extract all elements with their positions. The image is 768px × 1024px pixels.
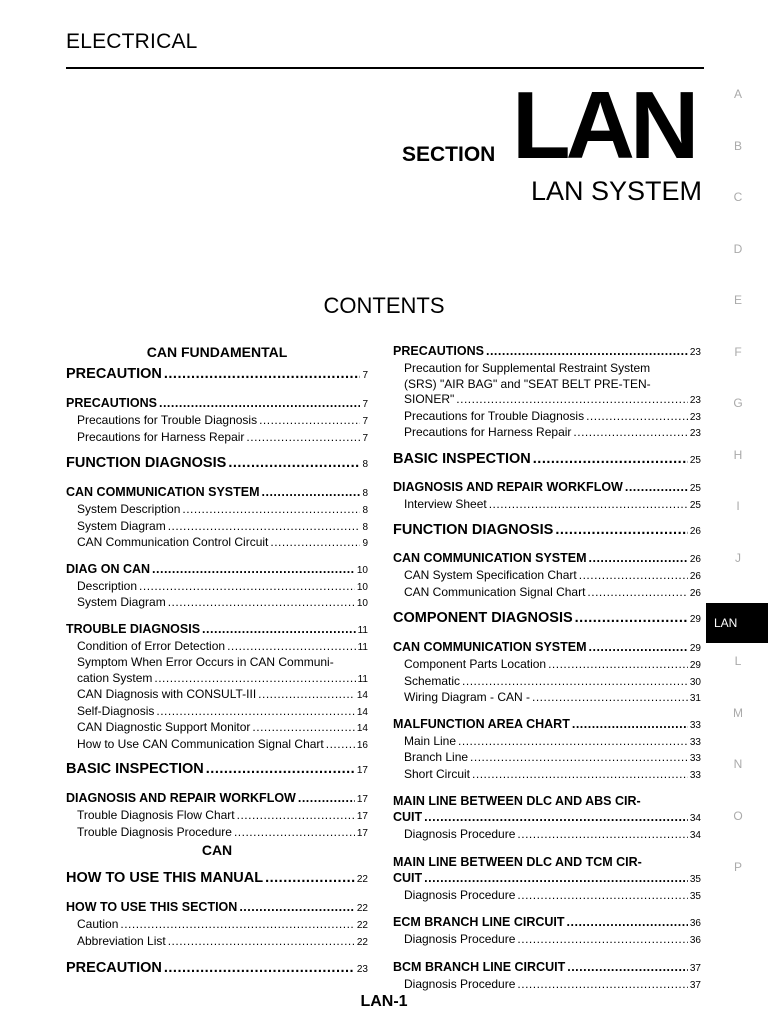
toc-leader-dots bbox=[532, 690, 688, 706]
section-tab-c[interactable]: C bbox=[733, 190, 743, 204]
toc-leader-dots bbox=[270, 535, 360, 551]
toc-leader-dots bbox=[227, 639, 356, 655]
toc-subentry[interactable] bbox=[393, 767, 701, 784]
toc-leader-dots bbox=[589, 550, 688, 566]
toc-leader-dots bbox=[120, 917, 355, 933]
toc-page-number: 25 bbox=[689, 499, 701, 511]
toc-subentry[interactable] bbox=[66, 808, 368, 825]
toc-subentry[interactable] bbox=[66, 737, 368, 754]
toc-entry-continued-line[interactable]: MAIN LINE BETWEEN DLC AND ABS CIR- bbox=[393, 794, 641, 808]
toc-page-number: 23 bbox=[689, 395, 701, 406]
toc-entry-title: Precautions for Harness Repair bbox=[404, 425, 572, 439]
toc-entry-continued-line[interactable]: (SRS) "AIR BAG" and "SEAT BELT PRE-TEN- bbox=[404, 376, 651, 391]
toc-right-column bbox=[393, 343, 701, 993]
toc-leader-dots bbox=[239, 899, 355, 915]
toc-entry-title: ECM BRANCH LINE CIRCUIT bbox=[393, 915, 565, 929]
toc-entry-title: CAN COMMUNICATION SYSTEM bbox=[393, 640, 587, 654]
toc-page-number: 25 bbox=[689, 482, 701, 494]
toc-entry-title: CAN COMMUNICATION SYSTEM bbox=[393, 551, 587, 565]
toc-subentry[interactable] bbox=[66, 595, 368, 612]
toc-subentry[interactable] bbox=[66, 671, 368, 688]
toc-subentry[interactable] bbox=[393, 932, 701, 949]
section-tab-d[interactable]: D bbox=[733, 241, 743, 256]
toc-entry-title: CAN Communication Signal Chart bbox=[404, 584, 586, 599]
toc-leader-dots bbox=[567, 914, 688, 930]
toc-page-number: 7 bbox=[362, 416, 368, 427]
toc-subentry[interactable] bbox=[393, 409, 701, 426]
toc-leader-dots bbox=[152, 561, 355, 577]
toc-entry-title: PRECAUTIONS bbox=[66, 396, 157, 410]
toc-subentry[interactable] bbox=[393, 568, 701, 585]
toc-entry[interactable] bbox=[393, 550, 701, 568]
toc-entry-title: PRECAUTION bbox=[66, 366, 162, 382]
toc-leader-dots bbox=[424, 870, 688, 886]
toc-page-number: 30 bbox=[689, 676, 701, 688]
toc-leader-dots bbox=[517, 827, 687, 843]
toc-entry[interactable] bbox=[66, 760, 368, 780]
header-divider bbox=[66, 67, 704, 69]
toc-page-number: 7 bbox=[362, 370, 368, 381]
toc-page-number: 26 bbox=[689, 587, 701, 599]
toc-subentry[interactable] bbox=[66, 639, 368, 656]
toc-entry[interactable] bbox=[66, 484, 368, 502]
toc-entry-title: Diagnosis Procedure bbox=[404, 887, 516, 902]
toc-entry[interactable] bbox=[393, 343, 701, 361]
toc-leader-dots bbox=[625, 479, 688, 495]
toc-leader-dots bbox=[575, 609, 688, 627]
toc-page-number: 37 bbox=[689, 962, 701, 974]
toc-subentry[interactable] bbox=[393, 734, 701, 751]
toc-leader-dots bbox=[164, 365, 361, 383]
toc-leader-dots bbox=[237, 808, 355, 824]
section-tab-a[interactable]: A bbox=[733, 87, 742, 101]
toc-page-number: 26 bbox=[689, 554, 701, 565]
toc-page-number: 14 bbox=[356, 690, 368, 701]
toc-page-number: 8 bbox=[362, 459, 368, 470]
toc-page-number: 36 bbox=[689, 935, 701, 946]
toc-entry-title: COMPONENT DIAGNOSIS bbox=[393, 610, 573, 626]
toc-entry[interactable] bbox=[393, 870, 701, 888]
toc-entry-title: HOW TO USE THIS MANUAL bbox=[66, 870, 264, 886]
section-tab-f[interactable]: F bbox=[734, 344, 742, 359]
toc-leader-dots bbox=[517, 932, 687, 948]
toc-page-number: 26 bbox=[689, 571, 701, 582]
toc-page-number: 29 bbox=[689, 643, 701, 654]
toc-entry[interactable] bbox=[393, 639, 701, 657]
toc-entry[interactable] bbox=[393, 521, 701, 541]
toc-entry-title: Condition of Error Detection bbox=[77, 638, 226, 653]
toc-entry-title: Component Parts Location bbox=[404, 657, 547, 671]
toc-subentry[interactable] bbox=[66, 934, 368, 951]
toc-subentry[interactable] bbox=[393, 497, 701, 514]
toc-leader-dots bbox=[555, 521, 688, 539]
toc-page-number: 16 bbox=[356, 739, 368, 751]
toc-entry-title: Precautions for Harness Repair bbox=[77, 429, 245, 444]
toc-entry-title: CAN Diagnostic Support Monitor bbox=[77, 720, 251, 734]
toc-page-number: 7 bbox=[362, 432, 368, 444]
toc-page-number: 8 bbox=[362, 505, 368, 516]
toc-leader-dots bbox=[489, 497, 688, 513]
manual-category-title: ELECTRICAL bbox=[66, 30, 198, 53]
toc-page-number: 31 bbox=[689, 693, 701, 704]
contents-heading: CONTENTS bbox=[323, 293, 445, 318]
toc-subentry[interactable] bbox=[66, 519, 368, 536]
toc-entry[interactable] bbox=[393, 450, 701, 470]
toc-leader-dots bbox=[587, 585, 687, 601]
toc-entry-title: BCM BRANCH LINE CIRCUIT bbox=[393, 959, 566, 974]
section-tab-b[interactable]: B bbox=[733, 138, 742, 153]
toc-entry-title: CAN COMMUNICATION SYSTEM bbox=[66, 485, 260, 499]
toc-page-number: 25 bbox=[689, 454, 701, 466]
toc-leader-dots bbox=[206, 760, 355, 778]
toc-leader-dots bbox=[586, 409, 688, 425]
toc-subentry[interactable] bbox=[66, 687, 368, 704]
toc-entry[interactable] bbox=[66, 395, 368, 413]
toc-subentry[interactable] bbox=[393, 977, 701, 994]
toc-subentry[interactable] bbox=[66, 720, 368, 737]
toc-subentry[interactable] bbox=[66, 535, 368, 552]
toc-entry-continued-line[interactable]: Precaution for Supplemental Restraint System bbox=[404, 361, 651, 375]
toc-entry-title: TROUBLE DIAGNOSIS bbox=[66, 621, 201, 636]
toc-leader-dots bbox=[579, 568, 688, 584]
toc-entry-title: Diagnosis Procedure bbox=[404, 976, 516, 991]
toc-entry-title: CAN System Specification Chart bbox=[404, 568, 577, 582]
toc-leader-dots bbox=[234, 825, 355, 841]
toc-entry-title: Self-Diagnosis bbox=[77, 703, 155, 718]
toc-leader-dots bbox=[168, 595, 355, 611]
toc-page-number: 23 bbox=[689, 428, 701, 439]
toc-subentry[interactable] bbox=[66, 579, 368, 596]
section-index-tabs bbox=[706, 82, 768, 907]
toc-leader-dots bbox=[159, 395, 360, 411]
toc-entry-title: SIONER" bbox=[404, 392, 455, 406]
toc-entry[interactable] bbox=[66, 454, 368, 474]
toc-leader-dots bbox=[573, 425, 687, 441]
toc-leader-dots bbox=[462, 674, 688, 690]
toc-page-number: 35 bbox=[689, 873, 701, 885]
toc-page-number: 33 bbox=[689, 753, 701, 764]
toc-page-number: 29 bbox=[689, 614, 701, 625]
section-label: SECTION bbox=[402, 143, 496, 166]
toc-entry[interactable] bbox=[393, 716, 701, 734]
toc-page-number: 17 bbox=[356, 794, 368, 805]
toc-entry[interactable] bbox=[66, 621, 368, 639]
toc-leader-dots bbox=[470, 750, 688, 766]
toc-entry-title: Abbreviation List bbox=[77, 933, 166, 948]
toc-entry-title: Branch Line bbox=[404, 750, 469, 764]
toc-leader-dots bbox=[589, 639, 688, 655]
toc-page-number: 11 bbox=[357, 673, 368, 685]
toc-leader-dots bbox=[472, 767, 688, 783]
toc-page-number: 22 bbox=[356, 903, 368, 914]
toc-entry-title: Caution bbox=[77, 917, 119, 931]
section-tab-p[interactable]: P bbox=[733, 860, 742, 874]
toc-leader-dots bbox=[424, 809, 688, 825]
section-subtitle: LAN SYSTEM bbox=[530, 176, 702, 206]
section-tab-lan[interactable]: LAN bbox=[706, 603, 768, 643]
section-tab-i[interactable]: I bbox=[736, 499, 740, 513]
toc-entry[interactable] bbox=[393, 959, 701, 977]
toc-entry-title: DIAG ON CAN bbox=[66, 561, 151, 576]
toc-leader-dots bbox=[139, 579, 355, 595]
toc-entry-title: FUNCTION DIAGNOSIS bbox=[66, 455, 227, 471]
toc-page-number: 33 bbox=[689, 769, 701, 781]
toc-leader-dots bbox=[517, 888, 687, 904]
toc-leader-dots bbox=[326, 737, 355, 753]
toc-page-number: 8 bbox=[362, 521, 368, 533]
toc-entry-title: Diagnosis Procedure bbox=[404, 827, 516, 841]
toc-entry-title: Precautions for Trouble Diagnosis bbox=[77, 413, 258, 427]
toc-page-number: 22 bbox=[356, 920, 368, 931]
toc-entry-continued-line[interactable]: MAIN LINE BETWEEN DLC AND TCM CIR- bbox=[393, 854, 642, 869]
toc-subentry[interactable] bbox=[393, 425, 701, 442]
toc-page-number: 36 bbox=[689, 918, 701, 929]
toc-page-number: 10 bbox=[356, 564, 368, 576]
toc-leader-dots bbox=[517, 977, 687, 993]
toc-subentry[interactable] bbox=[393, 585, 701, 602]
toc-entry[interactable] bbox=[66, 561, 368, 579]
toc-page-number: 34 bbox=[689, 813, 701, 824]
toc-entry[interactable] bbox=[66, 869, 368, 889]
toc-subentry[interactable] bbox=[393, 657, 701, 674]
toc-entry-title: PRECAUTION bbox=[66, 960, 162, 976]
toc-leader-dots bbox=[168, 519, 361, 535]
toc-page-number: 9 bbox=[362, 538, 368, 549]
toc-leader-dots bbox=[154, 671, 355, 687]
toc-entry[interactable] bbox=[393, 914, 701, 932]
toc-leader-dots bbox=[298, 790, 355, 806]
toc-page-number: 23 bbox=[356, 964, 368, 975]
section-tab-m[interactable]: M bbox=[733, 705, 743, 720]
toc-entry-title: Short Circuit bbox=[404, 766, 471, 781]
toc-page-number: 10 bbox=[356, 581, 368, 593]
toc-entry-title: Description bbox=[77, 578, 138, 593]
toc-subentry[interactable] bbox=[66, 413, 368, 430]
toc-entry-title: MALFUNCTION AREA CHART bbox=[393, 716, 570, 731]
toc-entry-title: Trouble Diagnosis Flow Chart bbox=[77, 808, 235, 822]
toc-entry-continued-line[interactable]: Symptom When Error Occurs in CAN Communi- bbox=[77, 655, 334, 669]
toc-leader-dots bbox=[228, 454, 360, 472]
toc-leader-dots bbox=[533, 450, 688, 468]
section-tab-n[interactable]: N bbox=[733, 757, 743, 771]
toc-leader-dots bbox=[168, 934, 355, 950]
toc-page-number: 11 bbox=[357, 641, 368, 653]
toc-subentry[interactable] bbox=[66, 430, 368, 447]
toc-entry-title: Main Line bbox=[404, 733, 457, 748]
toc-page-number: 29 bbox=[689, 660, 701, 671]
toc-entry-title: BASIC INSPECTION bbox=[393, 450, 531, 467]
toc-entry-title: cation System bbox=[77, 670, 153, 685]
toc-page-number: 10 bbox=[356, 598, 368, 609]
toc-entry-title: System Description bbox=[77, 502, 181, 516]
toc-entry-title: Trouble Diagnosis Procedure bbox=[77, 824, 232, 839]
toc-page-number: 7 bbox=[362, 399, 368, 410]
toc-subentry[interactable] bbox=[66, 917, 368, 934]
toc-subentry[interactable] bbox=[66, 704, 368, 721]
toc-page-number: 17 bbox=[356, 811, 368, 822]
toc-page-number: 11 bbox=[357, 624, 368, 636]
toc-leader-dots bbox=[265, 869, 355, 887]
toc-page-number: 14 bbox=[356, 706, 368, 718]
toc-page-number: 35 bbox=[689, 890, 701, 902]
section-tab-e[interactable]: E bbox=[733, 293, 742, 307]
toc-leader-dots bbox=[458, 734, 688, 750]
section-code: LAN bbox=[512, 72, 695, 179]
toc-subentry[interactable] bbox=[393, 674, 701, 691]
toc-entry-title: CAN Diagnosis with CONSULT-III bbox=[77, 687, 257, 701]
toc-group-heading: CAN bbox=[201, 842, 233, 858]
toc-page-number: 23 bbox=[689, 347, 701, 358]
toc-leader-dots bbox=[262, 484, 361, 500]
toc-entry-title: Schematic bbox=[404, 673, 461, 688]
toc-entry-title: DIAGNOSIS AND REPAIR WORKFLOW bbox=[66, 791, 296, 805]
section-tab-o[interactable]: O bbox=[733, 808, 743, 823]
toc-leader-dots bbox=[156, 704, 355, 720]
toc-leader-dots bbox=[246, 430, 360, 446]
toc-entry[interactable] bbox=[393, 609, 701, 629]
toc-entry-title: Wiring Diagram - CAN - bbox=[404, 690, 531, 704]
toc-page-number: 22 bbox=[356, 936, 368, 948]
section-tab-h[interactable]: H bbox=[733, 447, 743, 462]
toc-entry[interactable] bbox=[393, 479, 701, 497]
toc-leader-dots bbox=[258, 687, 355, 703]
toc-leader-dots bbox=[572, 716, 688, 732]
section-tab-g[interactable]: G bbox=[733, 396, 743, 410]
toc-page-number: 33 bbox=[689, 736, 701, 748]
toc-leader-dots bbox=[548, 657, 688, 673]
toc-page-number: 17 bbox=[356, 765, 368, 776]
toc-entry-title: CUIT bbox=[393, 810, 423, 824]
toc-leader-dots bbox=[456, 392, 688, 408]
toc-leader-dots bbox=[182, 502, 360, 518]
toc-entry[interactable] bbox=[66, 790, 368, 808]
toc-entry-title: HOW TO USE THIS SECTION bbox=[66, 900, 238, 914]
section-tab-j[interactable]: J bbox=[735, 550, 741, 565]
toc-page-number: 37 bbox=[689, 979, 701, 991]
toc-leader-dots bbox=[252, 720, 354, 736]
toc-page-number: 14 bbox=[356, 723, 368, 734]
toc-page-number: 26 bbox=[689, 526, 701, 537]
section-tab-l[interactable]: L bbox=[734, 654, 742, 668]
toc-entry-title: System Diagram bbox=[77, 518, 166, 533]
toc-entry-title: PRECAUTIONS bbox=[393, 344, 484, 358]
toc-page-number: 17 bbox=[356, 827, 368, 839]
toc-page-number: 34 bbox=[689, 830, 701, 841]
toc-leader-dots bbox=[567, 959, 688, 975]
toc-page-number: 22 bbox=[356, 874, 368, 885]
toc-entry[interactable] bbox=[66, 365, 368, 385]
toc-entry-title: CAN Communication Control Circuit bbox=[77, 535, 269, 549]
toc-page-number: 33 bbox=[689, 719, 701, 731]
toc-page-number: 8 bbox=[362, 488, 368, 499]
toc-entry-title: Precautions for Trouble Diagnosis bbox=[404, 408, 585, 423]
toc-entry[interactable] bbox=[393, 809, 701, 827]
toc-subentry[interactable] bbox=[393, 750, 701, 767]
toc-leader-dots bbox=[202, 621, 356, 637]
toc-subentry[interactable] bbox=[393, 392, 701, 409]
toc-entry-title: CUIT bbox=[393, 870, 423, 885]
toc-entry-title: DIAGNOSIS AND REPAIR WORKFLOW bbox=[393, 479, 623, 494]
toc-entry-title: Interview Sheet bbox=[404, 496, 487, 511]
toc-entry-title: FUNCTION DIAGNOSIS bbox=[393, 522, 554, 538]
toc-subentry[interactable] bbox=[393, 827, 701, 844]
toc-entry-title: Diagnosis Procedure bbox=[404, 932, 516, 946]
toc-left-column bbox=[66, 343, 368, 979]
page-number: LAN-1 bbox=[360, 993, 408, 1010]
toc-subentry[interactable] bbox=[66, 825, 368, 842]
toc-page-number: 23 bbox=[689, 411, 701, 423]
toc-entry-title: BASIC INSPECTION bbox=[66, 761, 204, 777]
toc-subentry[interactable] bbox=[393, 888, 701, 905]
toc-entry-title: How to Use CAN Communication Signal Chart bbox=[77, 736, 324, 751]
toc-entry-title: System Diagram bbox=[77, 595, 166, 609]
toc-entry[interactable] bbox=[66, 899, 368, 917]
toc-leader-dots bbox=[259, 413, 360, 429]
toc-group-heading: CAN FUNDAMENTAL bbox=[146, 344, 288, 360]
toc-leader-dots bbox=[164, 959, 355, 977]
toc-subentry[interactable] bbox=[393, 690, 701, 707]
toc-leader-dots bbox=[486, 343, 688, 359]
toc-entry[interactable] bbox=[66, 959, 368, 979]
toc-subentry[interactable] bbox=[66, 502, 368, 519]
